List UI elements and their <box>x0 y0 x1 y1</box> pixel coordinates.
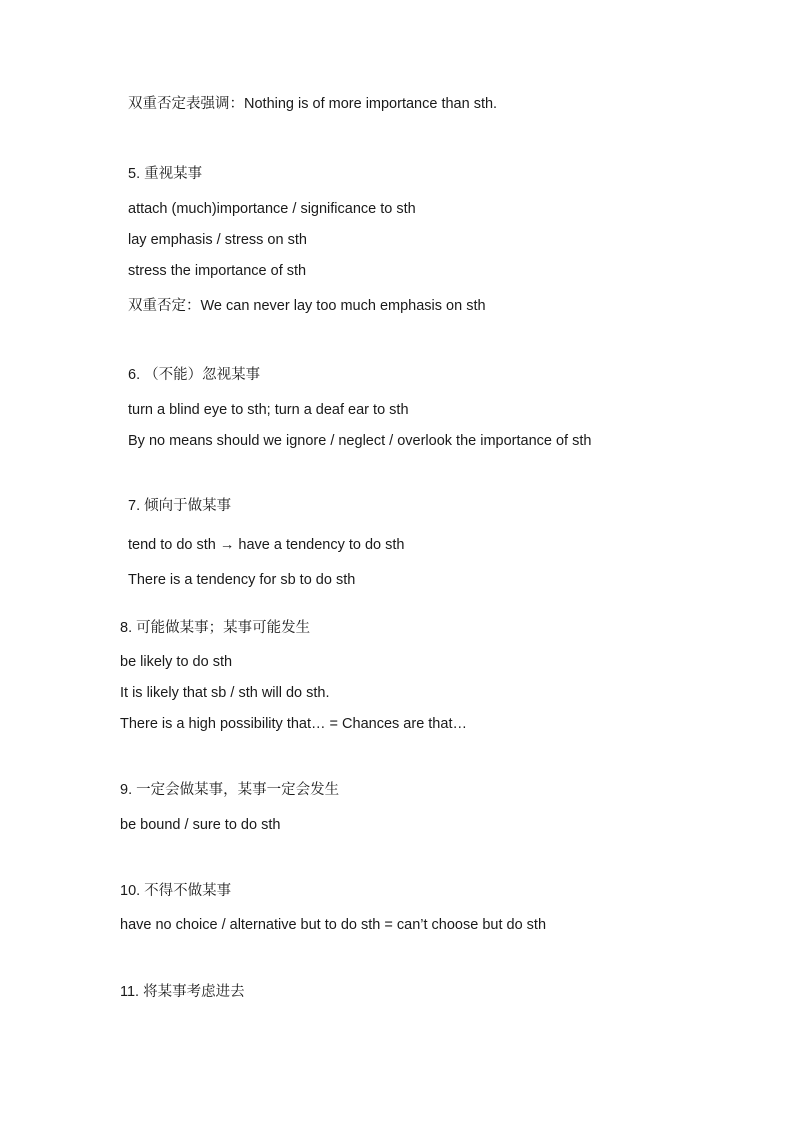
section-5-line-1: attach (much)importance / significance to sth <box>128 201 416 217</box>
section-9-heading: 9. 一定会做某事，某事一定会发生 <box>120 782 340 798</box>
section-10-line-1: have no choice / alternative but to do sth = can’t choose but do sth <box>120 917 547 933</box>
section-5-line-2: lay emphasis / stress on sth <box>128 232 307 248</box>
section-6-line-2: By no means should we ignore / neglect / overlook the importance of sth <box>128 433 592 449</box>
section-7-line-2: There is a tendency for sb to do sth <box>128 572 356 588</box>
section-5-heading: 5. 重视某事 <box>128 166 203 182</box>
section-8-line-1: be likely to do sth <box>120 654 233 670</box>
section-6-heading: 6. （不能）忽视某事 <box>128 367 261 383</box>
section-8-line-3: There is a high possibility that… = Chances are that… <box>120 716 467 732</box>
section-9-line-1: be bound / sure to do sth <box>120 817 281 833</box>
section-7-heading: 7. 倾向于做某事 <box>128 498 232 514</box>
section-5-line-3: stress the importance of sth <box>128 263 307 279</box>
section-8-line-2: It is likely that sb / sth will do sth. <box>120 685 330 701</box>
section-6-line-1: turn a blind eye to sth; turn a deaf ear to sth <box>128 402 409 418</box>
section-7-line-1: tend to do sth → have a tendency to do sth <box>128 537 405 553</box>
section-8-heading: 8. 可能做某事；某事可能发生 <box>120 620 311 636</box>
double-negative-emphasis-line: 双重否定表强调：Nothing is of more importance than sth. <box>128 96 498 112</box>
section-11-heading: 11. 将某事考虑进去 <box>120 984 245 1000</box>
section-10-heading: 10. 不得不做某事 <box>120 883 232 899</box>
section-5-line-4: 双重否定：We can never lay too much emphasis on sth <box>128 298 486 314</box>
